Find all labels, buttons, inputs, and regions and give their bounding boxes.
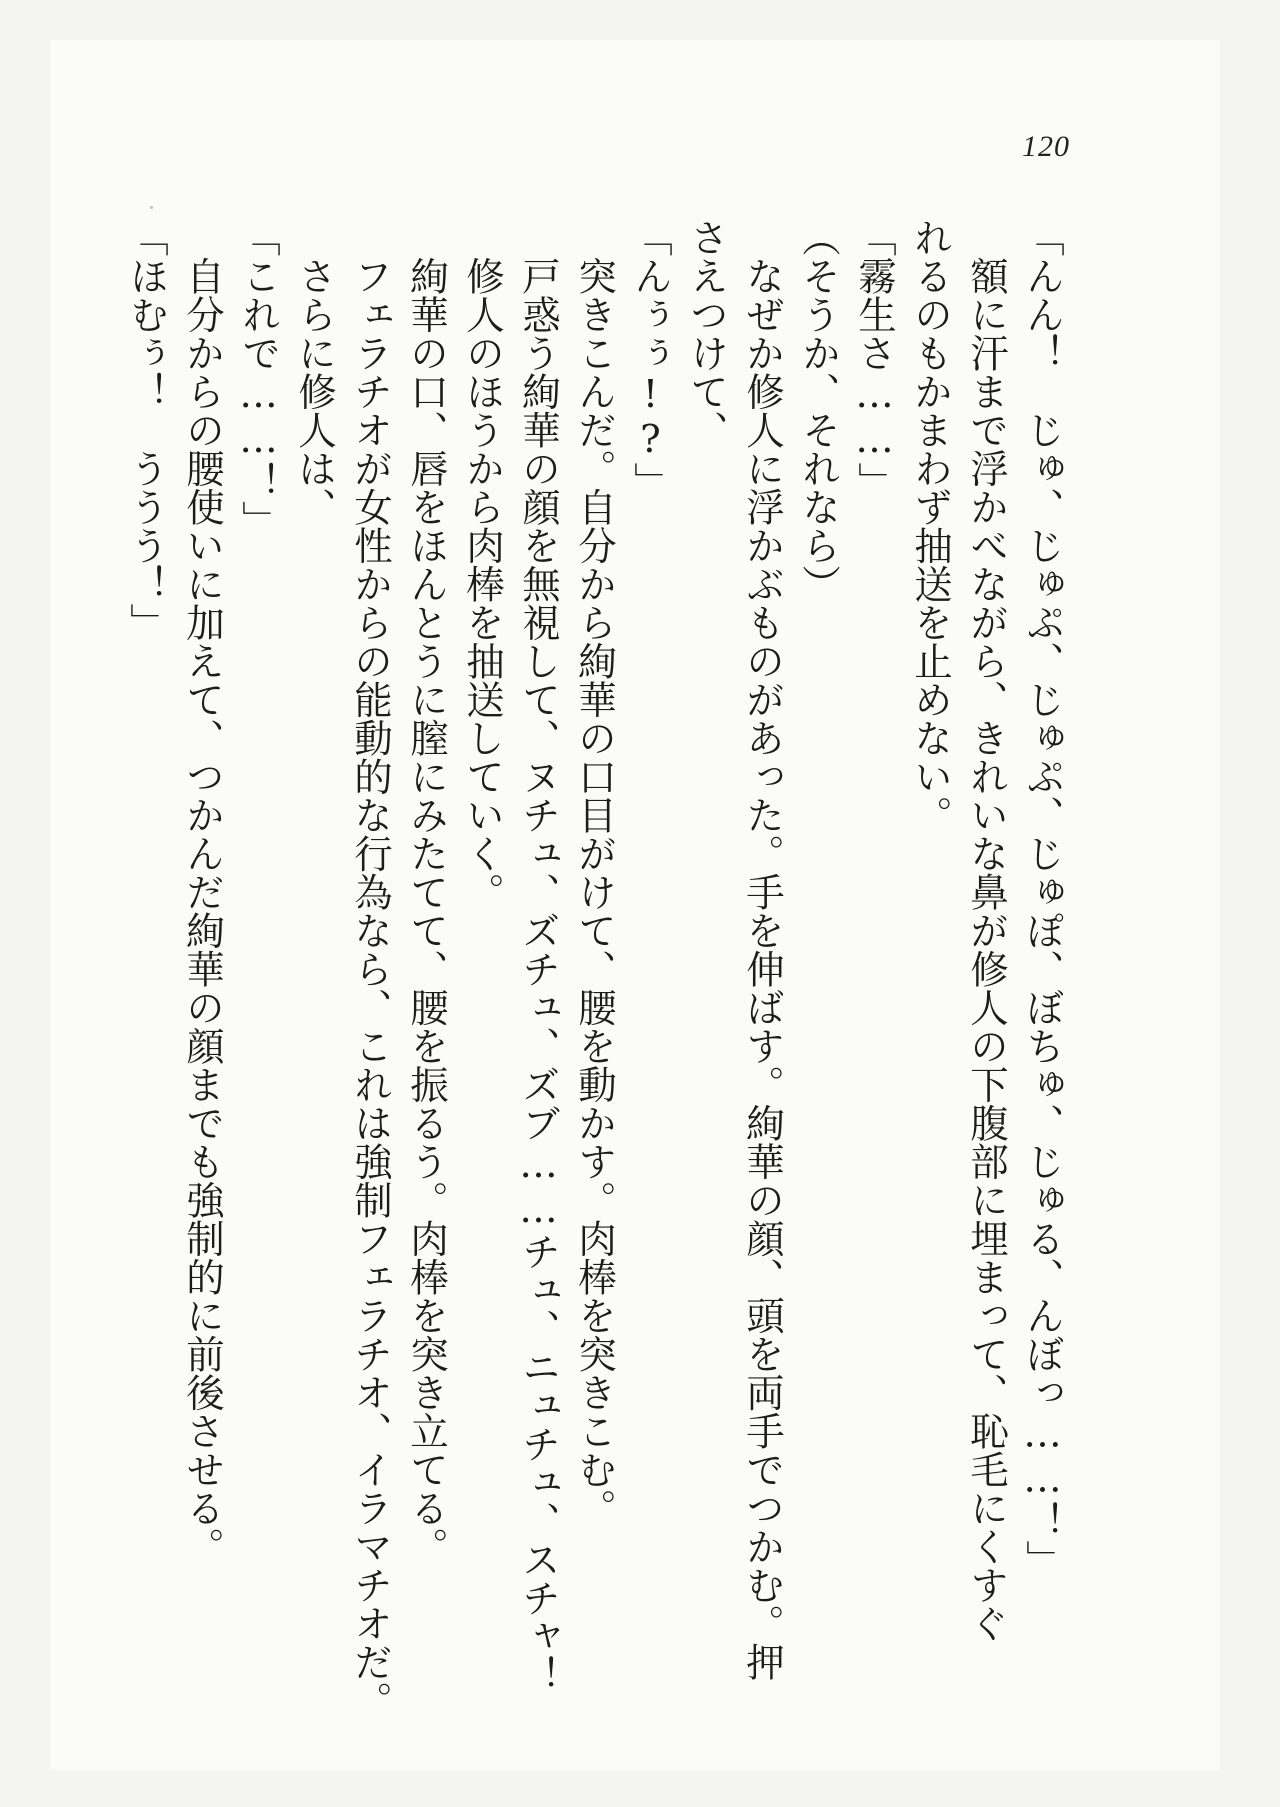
page-number: 120: [1022, 130, 1070, 163]
text-line: （そうか、それなら）: [796, 218, 841, 603]
text-line: さらに修人は、: [292, 218, 337, 526]
text-line: 戸惑う絢華の顔を無視して、ヌチュ、ズチュ、ズブ……チュ、ニュチュ、スチャ！: [516, 218, 561, 1694]
text-line: 「んん！ じゅ、じゅぷ、じゅぷ、じゅぽ、ぼちゅ、じゅる、んぼっ……！」: [1020, 218, 1065, 1579]
text-line: 「霧生さ……」: [852, 218, 897, 501]
text-line: 突きこんだ。自分から絢華の口目がけて、腰を動かす。肉棒を突きこむ。: [572, 218, 617, 1527]
text-line: 「ほむぅ！ ううう！」: [124, 218, 169, 642]
text-line: フェラチオが女性からの能動的な行為なら、これは強制フェラチオ、イラマチオだ。: [348, 218, 393, 1720]
text-line: 絢華の口、唇をほんとうに膣にみたてて、腰を振るう。肉棒を突き立てる。: [404, 218, 449, 1566]
text-line: なぜか修人に浮かぶものがあった。手を伸ばす。絢華の顔、頭を両手でつかむ。押: [740, 218, 785, 1681]
text-line: さえつけて、: [684, 218, 729, 449]
vertical-text-body: [118, 218, 1070, 1758]
text-line: 「んぅぅ!?」: [628, 218, 673, 501]
text-line: 自分からの腰使いに加えて、つかんだ絢華の顔までも強制的に前後させる。: [180, 218, 225, 1566]
text-line: 修人のほうから肉棒を抽送していく。: [460, 218, 505, 911]
text-line: れるのもかまわず抽送を止めない。: [908, 218, 953, 834]
margin-mark: [150, 206, 153, 209]
text-line: 額に汗まで浮かべながら、きれいな鼻が修人の下腹部に埋まって、恥毛にくすぐ: [964, 218, 1009, 1643]
text-line: 「これで……！」: [236, 218, 281, 539]
